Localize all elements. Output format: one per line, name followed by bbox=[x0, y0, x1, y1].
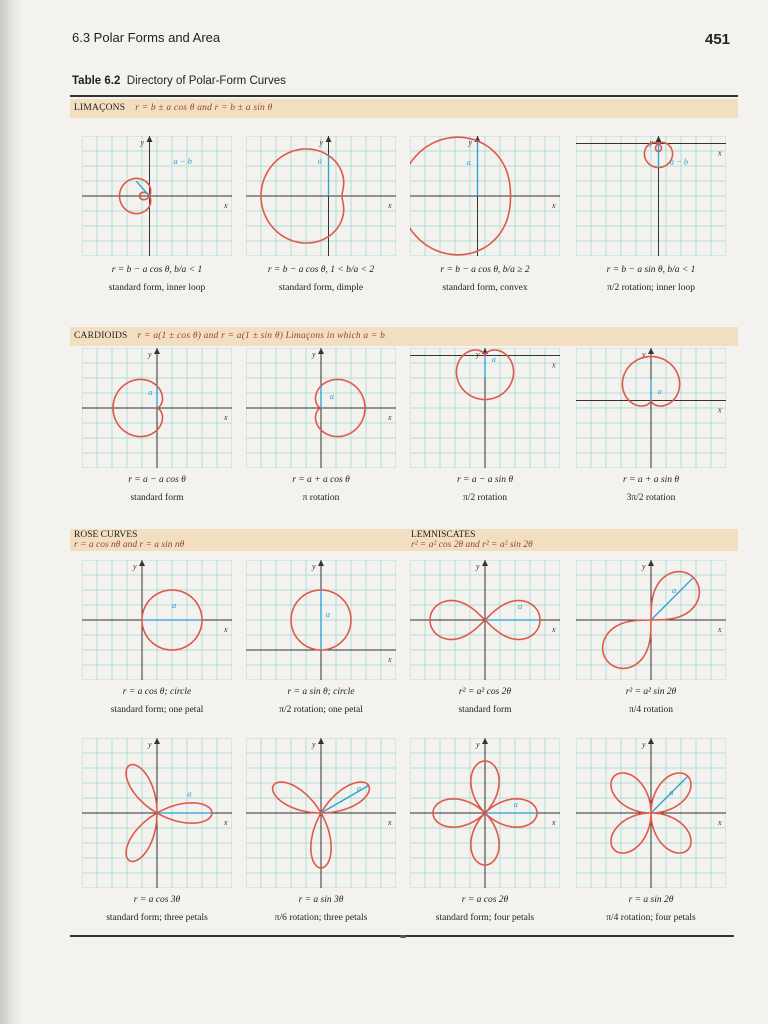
segment-label: a − b bbox=[669, 156, 689, 167]
polar-graph bbox=[82, 136, 232, 256]
curve-description: π/4 rotation; four petals bbox=[606, 913, 696, 923]
y-axis-arrow bbox=[648, 560, 654, 566]
page-number: 451 bbox=[705, 31, 731, 48]
x-axis-label: x bbox=[718, 818, 722, 827]
band-label: LEMNISCATES bbox=[411, 530, 476, 540]
polar-graph bbox=[576, 136, 726, 256]
y-axis-arrow bbox=[656, 136, 662, 142]
x-axis-label: x bbox=[224, 201, 228, 210]
graph-caption bbox=[566, 894, 736, 925]
graph-caption bbox=[72, 264, 242, 295]
y-axis-label: y bbox=[319, 138, 324, 147]
segment-label: a − b bbox=[173, 156, 192, 166]
x-axis-label: x bbox=[718, 625, 722, 634]
y-axis-arrow bbox=[482, 738, 488, 744]
band-lemniscates bbox=[411, 530, 533, 550]
curve-formula: r = a + a sin θ bbox=[622, 475, 680, 485]
curve-description: standard form, inner loop bbox=[108, 283, 206, 293]
y-axis-label: y bbox=[148, 350, 152, 359]
graph-caption bbox=[236, 264, 406, 295]
y-axis-label: y bbox=[642, 740, 646, 749]
band-label: CARDIOIDS bbox=[74, 331, 128, 341]
x-axis-label: x bbox=[224, 413, 228, 422]
y-axis-label: y bbox=[312, 740, 316, 749]
band-equation: r² = a² cos 2θ and r² = a² sin 2θ bbox=[411, 540, 533, 550]
x-axis-label: x bbox=[224, 625, 228, 634]
y-axis-label: y bbox=[476, 350, 480, 359]
curve-formula: r = b − a cos θ, b/a ≥ 2 bbox=[440, 265, 530, 275]
y-axis-label: y bbox=[642, 562, 646, 571]
y-axis-arrow bbox=[147, 136, 153, 142]
y-axis-label: y bbox=[148, 740, 152, 749]
segment-label: a bbox=[669, 786, 674, 797]
polar-graph bbox=[410, 348, 560, 468]
x-axis-label: x bbox=[552, 625, 556, 634]
graph-caption bbox=[400, 894, 570, 925]
polar-graph bbox=[576, 738, 726, 888]
curve-description: 3π/2 rotation bbox=[626, 493, 676, 503]
segment-label: a bbox=[329, 391, 335, 402]
table-caption: Directory of Polar-Form Curves bbox=[126, 75, 286, 87]
polar-graph bbox=[410, 560, 560, 680]
y-axis-arrow bbox=[482, 560, 488, 566]
x-axis-label: x bbox=[718, 405, 722, 415]
curve-description: standard form; four petals bbox=[435, 913, 535, 923]
band-cardioids bbox=[70, 327, 738, 346]
curve-description: standard form, dimple bbox=[278, 283, 364, 293]
segment-label: a bbox=[518, 601, 523, 611]
graph-caption bbox=[236, 474, 406, 505]
curve-description: π/4 rotation bbox=[628, 705, 674, 715]
band-rose bbox=[74, 530, 184, 550]
table-title bbox=[72, 75, 286, 87]
curve-formula: r = a − a sin θ bbox=[456, 475, 514, 485]
y-axis-arrow bbox=[318, 348, 324, 354]
band-equation: r = b ± a cos θ and r = b ± a sin θ bbox=[135, 103, 273, 113]
polar-graph bbox=[410, 738, 560, 888]
curve-description: π/2 rotation; inner loop bbox=[607, 283, 695, 293]
curve-description: π rotation bbox=[302, 493, 340, 503]
graph-caption bbox=[566, 686, 736, 717]
section-title: 6.3 Polar Forms and Area bbox=[72, 30, 221, 45]
polar-graph bbox=[410, 136, 560, 256]
curve-formula: r = b − a cos θ, 1 < b/a < 2 bbox=[267, 265, 375, 275]
segment-label: a bbox=[317, 155, 322, 166]
y-axis-arrow bbox=[139, 560, 145, 566]
y-axis-label: y bbox=[312, 562, 316, 571]
band-equation: r = a(1 ± cos θ) and r = a(1 ± sin θ) Limaçons in which a = b bbox=[137, 331, 386, 341]
graph-caption bbox=[72, 474, 242, 505]
y-axis-label: y bbox=[140, 138, 145, 147]
band-equation: r = a cos nθ and r = a sin nθ bbox=[74, 540, 185, 550]
graph-caption bbox=[566, 264, 736, 295]
polar-graph bbox=[246, 348, 396, 468]
segment-label: a bbox=[325, 609, 331, 619]
segment-label: a bbox=[356, 783, 361, 793]
page-gutter-shadow bbox=[0, 0, 22, 1024]
segment-label: a bbox=[513, 798, 518, 809]
y-axis-arrow bbox=[318, 738, 324, 744]
polar-graph bbox=[246, 136, 396, 256]
segment-label: a bbox=[148, 386, 153, 397]
curve-formula: r = a sin 2θ bbox=[628, 895, 674, 905]
curve-formula: r² = a² cos 2θ bbox=[458, 687, 512, 697]
x-axis-label: x bbox=[388, 655, 392, 664]
graph-caption bbox=[236, 894, 406, 925]
table-label: Table 6.2 bbox=[72, 75, 121, 87]
x-axis-label: x bbox=[552, 201, 556, 210]
y-axis-label: y bbox=[476, 562, 480, 571]
x-axis-label: x bbox=[224, 818, 228, 827]
band-limacons bbox=[70, 99, 738, 118]
curve-formula: r = a cos θ; circle bbox=[122, 687, 192, 697]
curve-description: standard form bbox=[458, 705, 512, 715]
band-label: LIMAÇONS bbox=[74, 103, 126, 113]
segment-label: a bbox=[672, 585, 677, 595]
curve-formula: r = a cos 2θ bbox=[461, 895, 509, 905]
segment-label: a bbox=[172, 600, 177, 610]
curve-formula: r = b − a sin θ, b/a < 1 bbox=[606, 265, 696, 275]
y-axis-label: y bbox=[468, 138, 473, 147]
polar-graph bbox=[246, 738, 396, 888]
polar-graph bbox=[82, 348, 232, 468]
table-top-rule bbox=[70, 95, 738, 97]
graph-caption bbox=[400, 474, 570, 505]
curve-description: π/6 rotation; three petals bbox=[274, 913, 368, 923]
curve-description: standard form bbox=[130, 493, 184, 503]
polar-graph bbox=[576, 560, 726, 680]
y-axis-label: y bbox=[312, 350, 316, 359]
curve-formula: r = a + a cos θ bbox=[292, 475, 350, 485]
y-axis-label: y bbox=[133, 562, 137, 571]
segment-label: a bbox=[491, 354, 496, 365]
x-axis-label: x bbox=[388, 201, 392, 210]
graph-caption bbox=[566, 474, 736, 505]
graph-caption bbox=[236, 686, 406, 717]
band-label: ROSE CURVES bbox=[74, 530, 138, 540]
curve-formula: r = a sin 3θ bbox=[298, 895, 344, 905]
graph-caption bbox=[72, 894, 242, 925]
x-axis-label: x bbox=[718, 148, 722, 158]
graph-caption bbox=[72, 686, 242, 717]
grid bbox=[576, 136, 726, 256]
curve-formula: r = b − a cos θ, b/a < 1 bbox=[111, 265, 203, 275]
segment-label: a bbox=[466, 157, 471, 168]
graph-caption bbox=[400, 686, 570, 717]
curve-description: standard form; three petals bbox=[106, 913, 208, 923]
curve-formula: r² = a² sin 2θ bbox=[625, 687, 677, 697]
curve-description: π/2 rotation bbox=[462, 493, 508, 503]
band-rose-lemniscate bbox=[70, 529, 738, 551]
curve-description: standard form, convex bbox=[442, 283, 528, 293]
y-axis-arrow bbox=[154, 738, 160, 744]
x-axis-label: x bbox=[388, 413, 392, 422]
polar-graph bbox=[576, 348, 726, 468]
segment-label: a bbox=[657, 385, 662, 396]
segment-label: a bbox=[187, 788, 192, 799]
y-axis-arrow bbox=[154, 348, 160, 354]
y-axis-label: y bbox=[476, 740, 480, 749]
y-axis-label: y bbox=[642, 350, 646, 359]
y-axis-label: y bbox=[649, 138, 654, 147]
y-axis-arrow bbox=[648, 738, 654, 744]
x-axis-label: x bbox=[552, 360, 556, 370]
polar-graph bbox=[82, 560, 232, 680]
y-axis-arrow bbox=[648, 348, 654, 354]
curve-formula: r = a − a cos θ bbox=[128, 475, 186, 485]
y-axis-arrow bbox=[326, 136, 332, 142]
y-axis-arrow bbox=[318, 560, 324, 566]
graph-caption bbox=[400, 264, 570, 295]
ink-speck bbox=[400, 935, 406, 938]
curve-formula: r = a sin θ; circle bbox=[287, 687, 355, 697]
curve-description: standard form; one petal bbox=[110, 705, 204, 715]
curve-description: π/2 rotation; one petal bbox=[279, 705, 363, 715]
curve-formula: r = a cos 3θ bbox=[133, 895, 181, 905]
x-axis-label: x bbox=[388, 818, 392, 827]
x-axis-label: x bbox=[552, 818, 556, 827]
polar-graph bbox=[246, 560, 396, 680]
polar-graph bbox=[82, 738, 232, 888]
